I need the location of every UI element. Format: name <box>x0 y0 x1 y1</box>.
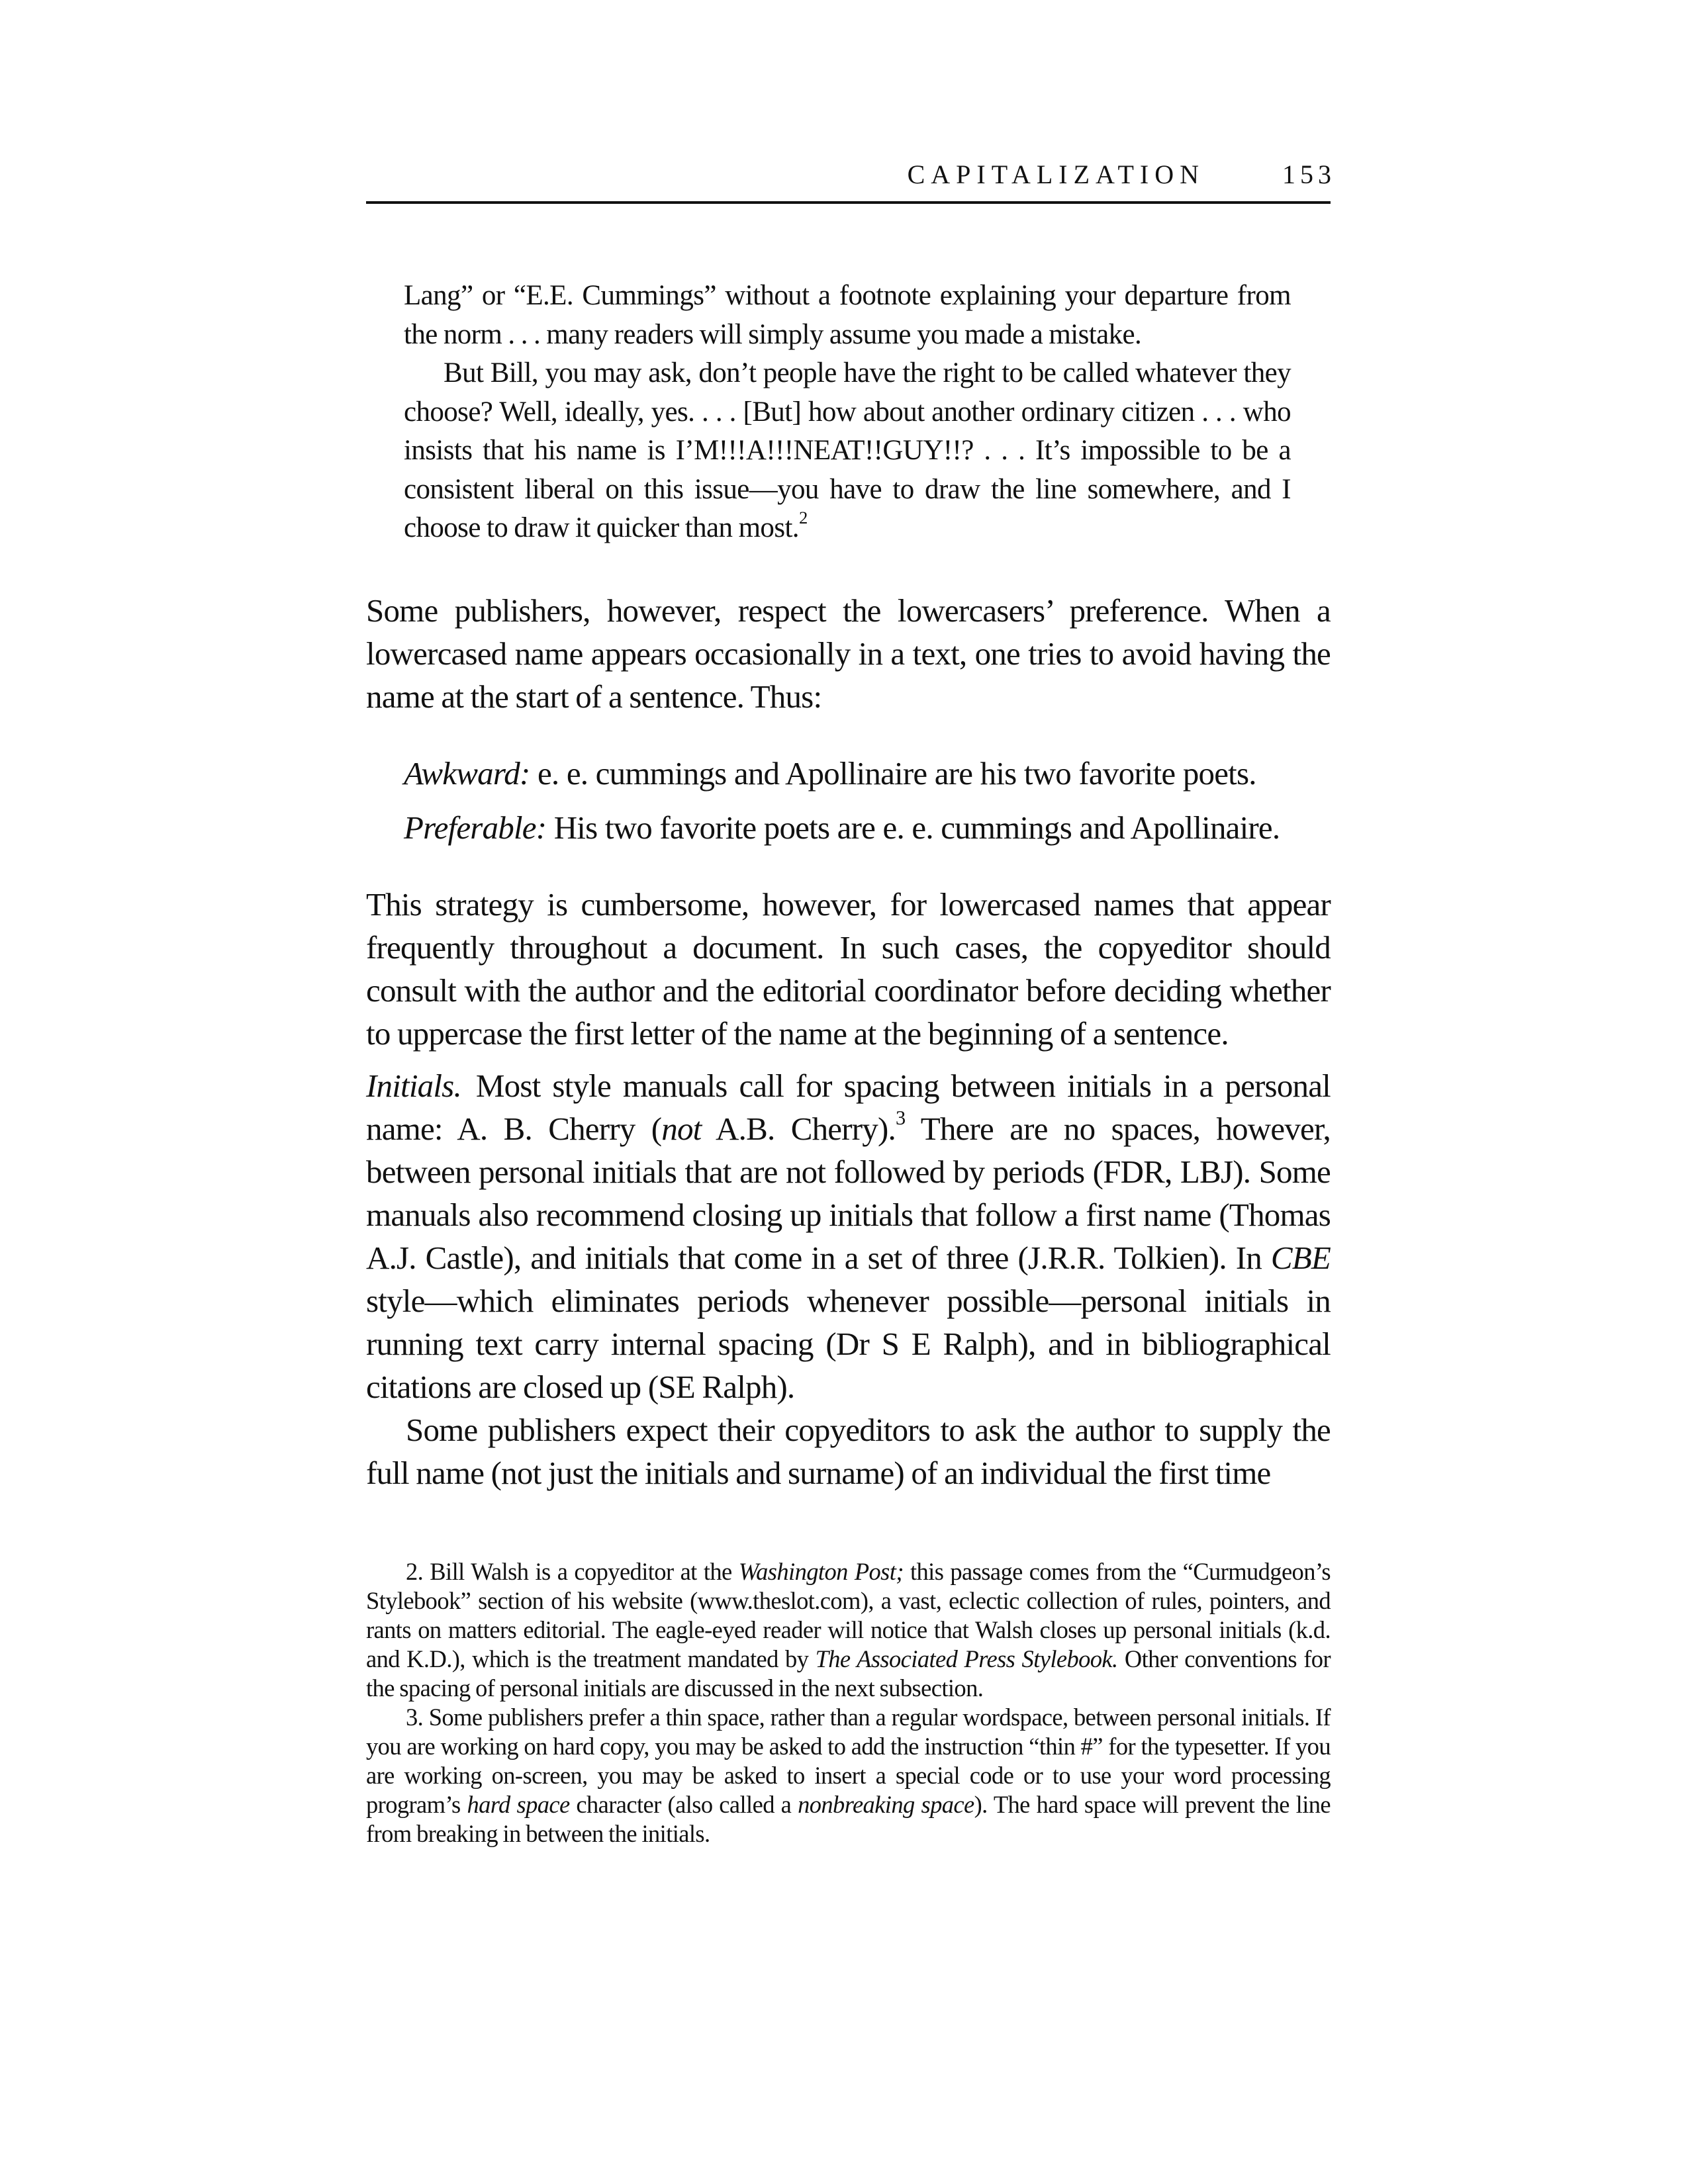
header-rule <box>366 201 1331 204</box>
text-run: Other conventions for the spacing of personal initials are discussed in the next subsection. <box>366 1645 1331 1702</box>
running-head <box>366 156 1336 196</box>
paragraph-lowercasers-text: Some publishers, however, respect the lowercasers’ preference. When a lowercased name appears occasionally in a text, one tries to avoid having the name at the start of a sentence. Thus: <box>366 592 1331 715</box>
footnote-3 <box>366 1703 1331 1848</box>
example-text: His two favorite poets are e. e. cummings and Apollinaire. <box>546 809 1280 846</box>
quote-paragraph-1: Lang” or “E.E. Cummings” without a footnote explaining your departure from the norm . . . many readers will simply assume you made a mistake. <box>404 280 1291 350</box>
initials-paragraph-1 <box>366 1064 1331 1408</box>
text-run: Bill Walsh is a copyeditor at the <box>430 1558 739 1585</box>
text-run-italic: not <box>661 1111 702 1147</box>
footnote-ref-3[interactable]: 3 <box>895 1107 906 1130</box>
paragraph-strategy-text: This strategy is cumbersome, however, for lowercased names that appear frequently throughout a document. In such cases, the copyeditor should consult with the author and the editorial coordinator before deciding whether to uppercase the first letter of the name at the beginning of a sentence. <box>366 886 1331 1052</box>
text-run-italic: Washington Post; <box>738 1558 904 1585</box>
text-run: this passage comes from the “Curmudgeon’s Stylebook” section of his website (www.theslot.com), a vast, eclectic collection of rules, pointers, and rants on matters editorial. The eagle-eyed reader will notice that Walsh closes up personal initials (k.d. and K.D.), which is the treatment mandated by <box>366 1558 1331 1672</box>
section-initials <box>366 1064 1331 1494</box>
example-text: e. e. cummings and Apollinaire are his two favorite poets. <box>530 755 1256 792</box>
footnote-number: 2. <box>406 1558 424 1585</box>
block-quote <box>404 277 1291 548</box>
footnote-2 <box>366 1557 1331 1703</box>
example-label: Preferable: <box>404 809 547 846</box>
text-run-italic: CBE <box>1270 1240 1331 1276</box>
example-label: Awkward: <box>404 755 530 792</box>
initials-paragraph-2: Some publishers expect their copyeditors to ask the author to supply the full name (not just the initials and surname) of an individual the first time <box>366 1412 1331 1491</box>
text-run: Some publishers prefer a thin space, rather than a regular wordspace, between personal initials. If you are working on hard copy, you may be asked to add the instruction “thin #” for the typesetter. If you are working on-screen, you may be asked to insert a special code or to use your word processing program’s <box>366 1704 1331 1818</box>
example-awkward <box>404 747 1344 801</box>
quote-paragraph-2-text: But Bill, you may ask, don’t people have the right to be called whatever they choose? Well, ideally, yes. . . . [But] how about another ordinary citizen . . . who insists that his name is I’M!!!A!!!NEAT!!GUY!!? . . . It’s impossible to be a consistent liberal on this issue—you have to draw the line somewhere, and I choose to draw it quicker than most. <box>404 357 1291 543</box>
paragraph-lowercasers <box>366 589 1331 718</box>
text-run-italic: hard space <box>467 1791 570 1818</box>
text-run: Most style manuals call for spacing between initials in a personal name: A. B. Cherry ( <box>366 1068 1331 1147</box>
footnote-ref-2[interactable]: 2 <box>798 508 808 528</box>
example-list <box>404 747 1344 855</box>
footnotes <box>366 1557 1331 1848</box>
text-run: ). The hard space will prevent the line from breaking in between the initials. <box>366 1791 1331 1847</box>
example-preferable <box>404 801 1344 855</box>
text-run: character (also called a <box>569 1791 798 1818</box>
quote-paragraph-2 <box>404 354 1291 548</box>
text-run-italic: nonbreaking space <box>798 1791 974 1818</box>
text-run-italic: The Associated Press Stylebook. <box>815 1645 1118 1672</box>
footnote-number: 3. <box>406 1704 424 1731</box>
running-head-title: CAPITALIZATION <box>907 159 1205 189</box>
paragraph-strategy <box>366 883 1331 1055</box>
page-number: 153 <box>1282 159 1336 189</box>
text-run: style—which eliminates periods whenever possible—personal initials in running text carry internal spacing (Dr S E Ralph), and in bibliographical citations are closed up (SE Ralph). <box>366 1283 1331 1405</box>
run-in-head: Initials. <box>366 1068 461 1104</box>
text-run: A.B. Cherry). <box>701 1111 896 1147</box>
text-run: There are no spaces, however, between personal initials that are not followed by periods (FDR, LBJ). Some manuals also recommend closing up initials that follow a first name (Thomas A.J. Castle), and initials that come in a set of three (J.R.R. Tolkien). In <box>366 1111 1331 1276</box>
